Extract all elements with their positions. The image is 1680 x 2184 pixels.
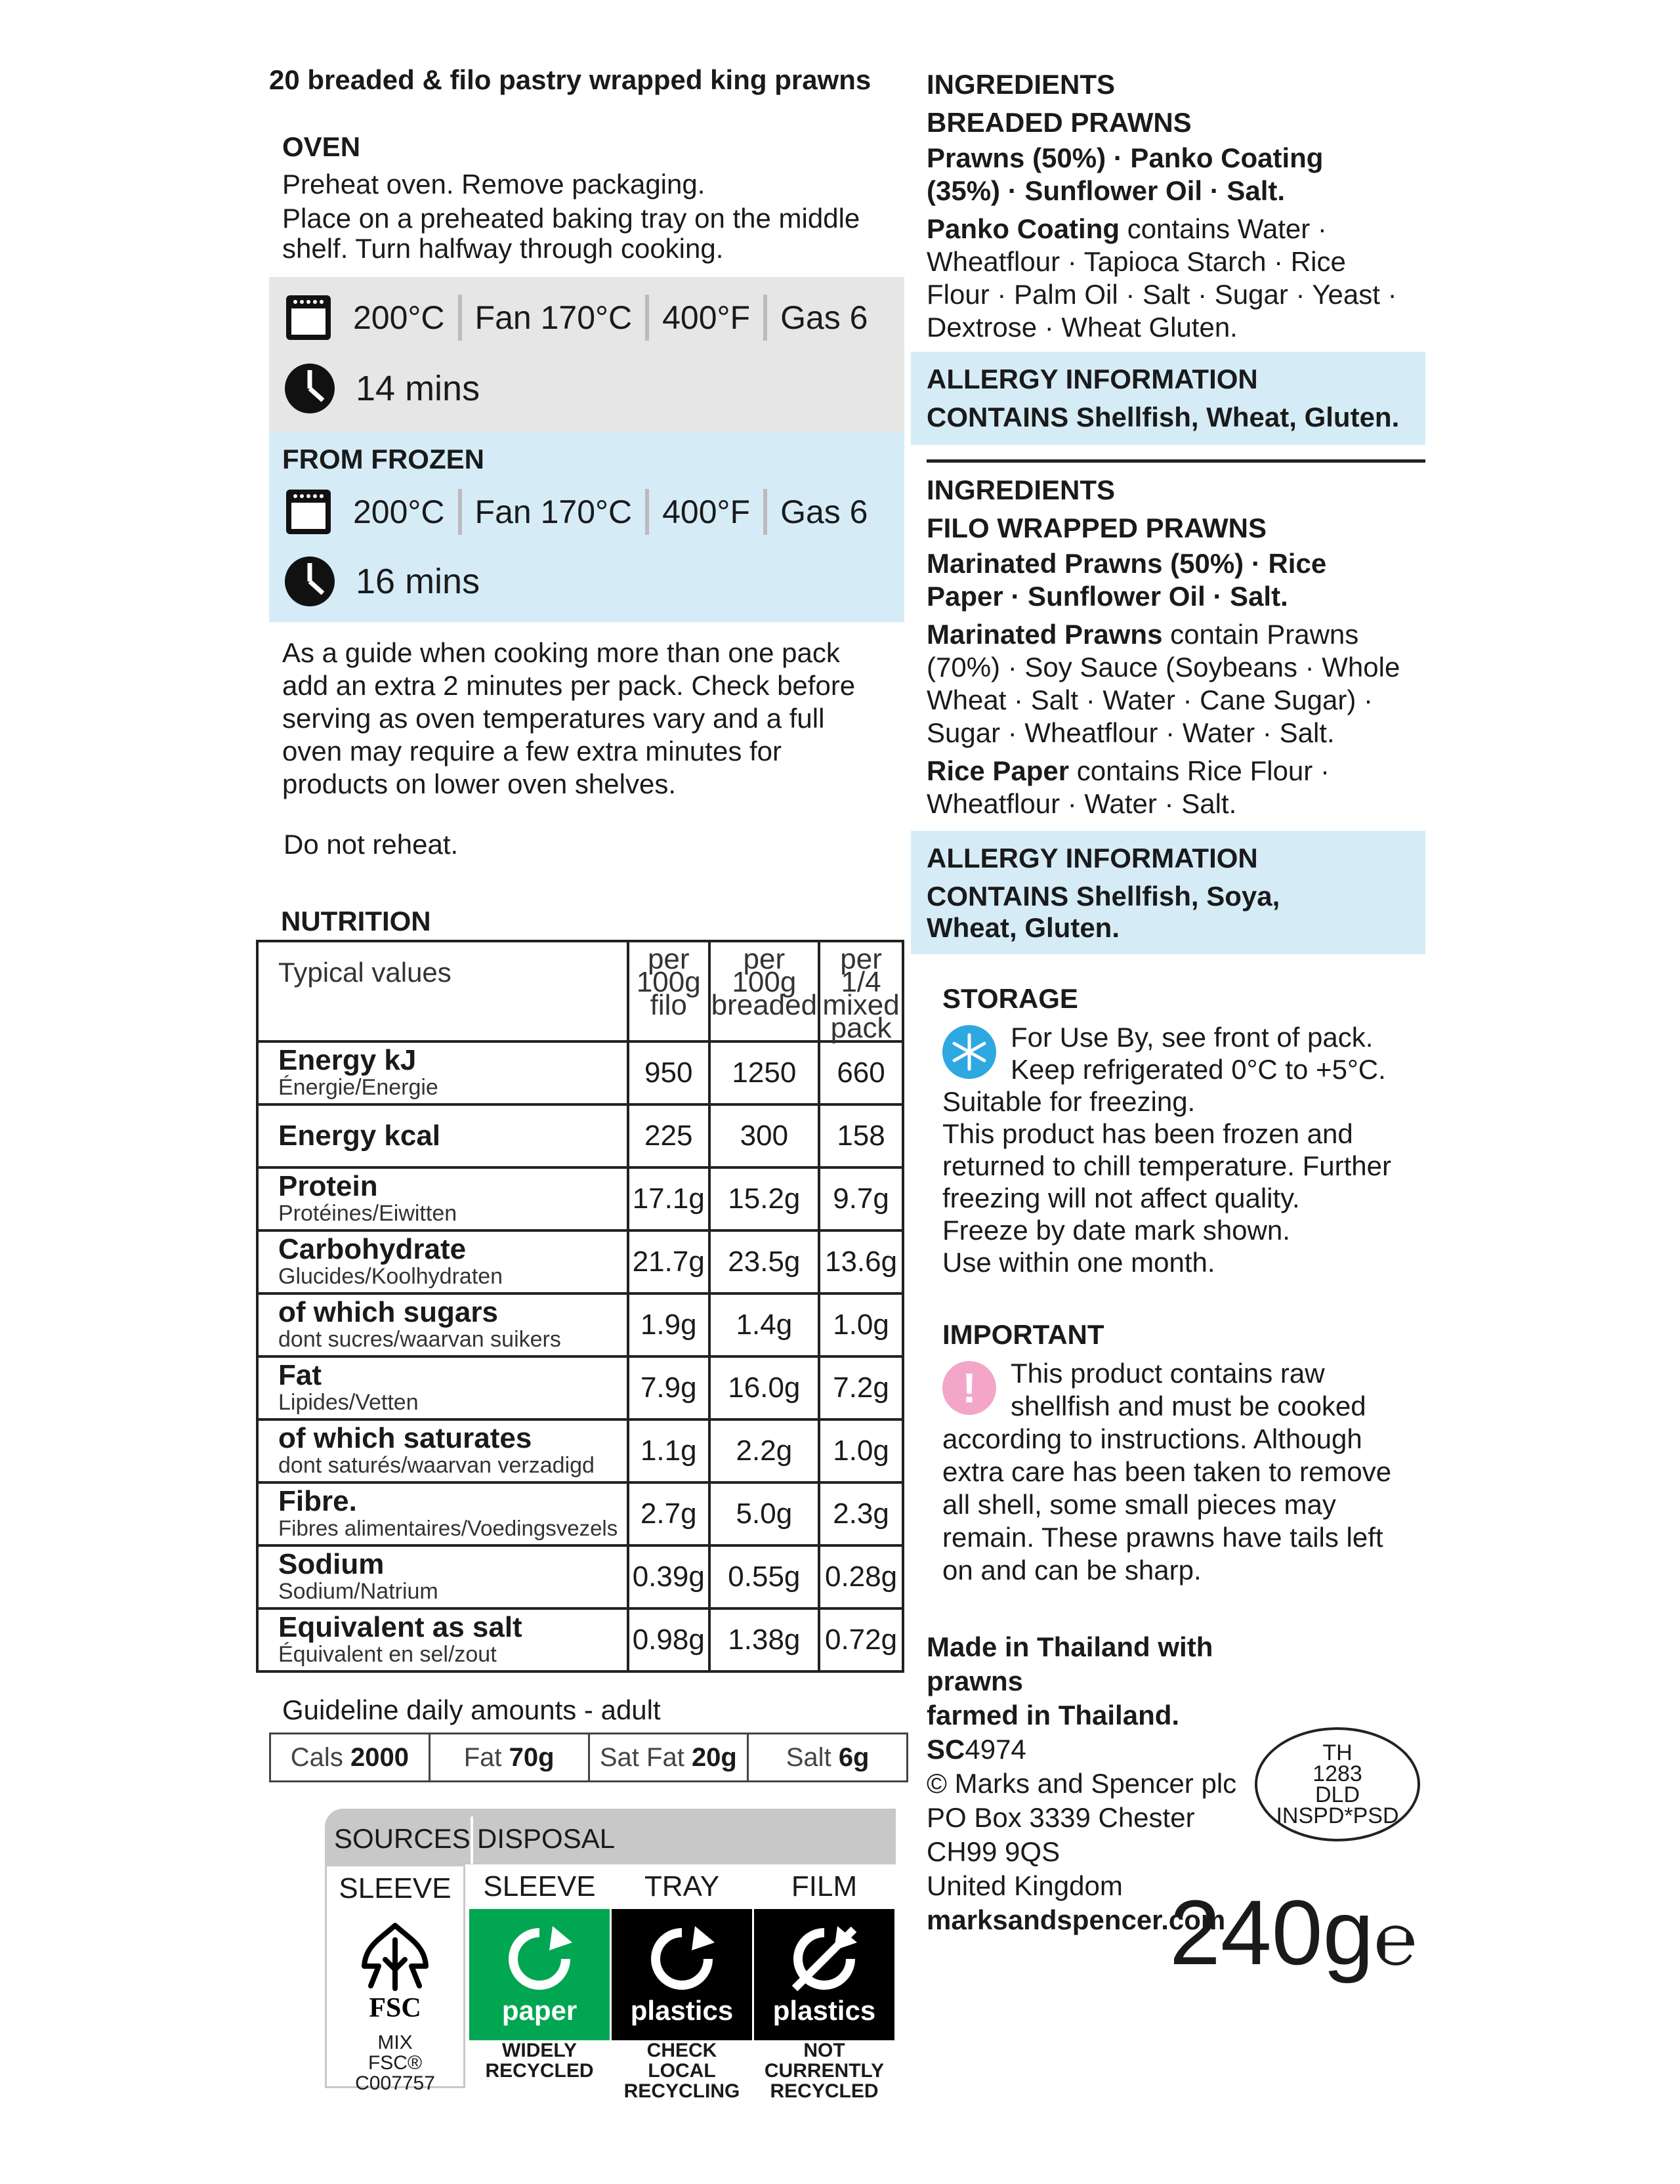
value-filo: 21.7g: [628, 1230, 709, 1293]
nutrient-translation: dont sucres/waarvan suikers: [278, 1327, 561, 1352]
fsc-note: [327, 2032, 463, 2094]
ingredients-line: Flour · Palm Oil · Salt · Sugar · Yeast ·: [927, 279, 1397, 310]
ingredients-line: [927, 213, 1425, 245]
gda-fat: [430, 1734, 590, 1780]
value-pack: 1.0g: [819, 1419, 903, 1482]
row-label: [257, 1041, 628, 1104]
ingredients-breaded: [927, 66, 1425, 344]
warning-icon: !: [942, 1361, 996, 1415]
value-filo: 950: [628, 1041, 709, 1104]
website: marksandspencer.com: [927, 1904, 1226, 1935]
ingredient-text: contain Prawns: [1162, 619, 1359, 650]
recycling-col-film: [754, 1864, 894, 2102]
oven-temp-row: [284, 291, 881, 344]
ingredients-line: (70%) · Soy Sauce (Soybeans · Whole: [927, 652, 1400, 682]
value-breaded: 300: [709, 1104, 819, 1167]
value-pack: 13.6g: [819, 1230, 903, 1293]
row-label: [257, 1293, 628, 1356]
temp-fahrenheit: 400°F: [662, 494, 751, 530]
allergy-line: Wheat, Gluten.: [927, 912, 1120, 943]
product-title: 20 breaded & filo pastry wrapped king prawns: [269, 64, 872, 95]
ingredients-subheading: FILO WRAPPED PRAWNS: [927, 513, 1267, 543]
tray-note: [612, 2040, 752, 2102]
ingredients-line: Wheat · Salt · Water · Cane Sugar) ·: [927, 684, 1373, 715]
col-line: mixed: [822, 989, 900, 1021]
allergy-box-2: [911, 831, 1425, 954]
gda-cals: [271, 1734, 430, 1780]
snowflake-icon: [942, 1025, 996, 1079]
fsc-tree-icon: [352, 1920, 438, 1992]
note-line: RECYCLING: [623, 2080, 740, 2102]
gda-label: Sat Fat: [599, 1742, 684, 1772]
nutrient-name: Fibre.: [278, 1485, 357, 1517]
typical-values-label: Typical values: [257, 941, 628, 1041]
allergy-text: CONTAINS Shellfish, Wheat, Gluten.: [927, 402, 1400, 432]
estimated-sign-icon: ℮: [1374, 1899, 1418, 1980]
value-filo: 17.1g: [628, 1167, 709, 1230]
ingredients-line: Sugar · Wheatflour · Water · Salt.: [927, 717, 1335, 748]
value-breaded: 1.4g: [709, 1293, 819, 1356]
origin-line: Made in Thailand with prawns: [927, 1631, 1213, 1696]
tray-badge: plastics: [630, 1995, 734, 2026]
nutrient-translation: Fibres alimentaires/Voedingsvezels: [278, 1516, 618, 1540]
allergy-box-1: [911, 352, 1425, 445]
table-header-row: [257, 941, 903, 1041]
oven-time: 14 mins: [356, 369, 480, 408]
temp-fan: Fan 170°C: [474, 299, 633, 336]
ingredients-heading: INGREDIENTS: [927, 474, 1116, 505]
ingredient-text: contains Water ·: [1120, 213, 1327, 244]
allergy-text: [927, 881, 1280, 944]
gda-label: Salt: [786, 1742, 831, 1772]
gda-label: Fat: [463, 1742, 502, 1772]
disposal-label: DISPOSAL: [477, 1823, 616, 1854]
temp-gas: Gas 6: [780, 299, 868, 336]
value-pack: 1.0g: [819, 1293, 903, 1356]
storage-line: freezing will not affect quality.: [942, 1183, 1300, 1213]
weight-value: 240g: [1169, 1881, 1374, 1984]
col-line: per: [743, 943, 786, 975]
storage-line: returned to chill temperature. Further: [942, 1150, 1391, 1181]
note-line: CHECK LOCAL: [646, 2040, 717, 2082]
row-label: [257, 1104, 628, 1167]
ingredients-line: Wheatflour · Water · Salt.: [927, 788, 1237, 819]
gda-value: 2000: [350, 1742, 409, 1772]
do-not-reheat: Do not reheat.: [284, 829, 459, 860]
allergy-heading: ALLERGY INFORMATION: [927, 843, 1258, 873]
note-line: WIDELY: [502, 2040, 577, 2061]
value-breaded: 1250: [709, 1041, 819, 1104]
storage-section: [942, 980, 1428, 1278]
health-mark-line: DLD: [1314, 1782, 1360, 1807]
note-line: RECYCLED: [485, 2060, 594, 2082]
ingredients-line: [927, 618, 1425, 651]
address-line: United Kingdom: [927, 1870, 1123, 1901]
gda-heading: Guideline daily amounts - adult: [282, 1694, 661, 1725]
row-label: [257, 1356, 628, 1419]
nutrient-name: Equivalent as salt: [278, 1611, 522, 1643]
copyright: © Marks and Spencer plc: [927, 1768, 1237, 1799]
allergy-heading: ALLERGY INFORMATION: [927, 364, 1258, 394]
gda-sat-fat: [590, 1734, 749, 1780]
ingredient-name: Rice Paper: [927, 755, 1070, 786]
guide-line: oven may require a few extra minutes for: [282, 736, 782, 766]
ingredients-filo: [927, 471, 1425, 820]
oven-time-row: [284, 356, 480, 421]
fsc-panel: [327, 1911, 463, 2032]
ingredient-text: contains Rice Flour ·: [1069, 755, 1330, 786]
from-frozen-panel: [269, 432, 904, 622]
value-filo: 0.98g: [628, 1608, 709, 1671]
nutrition-heading: NUTRITION: [281, 906, 431, 936]
nutrient-name: Energy kcal: [278, 1120, 441, 1152]
temp-fahrenheit: 400°F: [662, 299, 751, 336]
crossed-recycle-icon: [785, 1923, 864, 1995]
nutrient-name: Carbohydrate: [278, 1233, 467, 1265]
important-section: [942, 1316, 1428, 1587]
oven-icon: [284, 293, 333, 343]
value-filo: 0.39g: [628, 1545, 709, 1608]
value-breaded: 1.38g: [709, 1608, 819, 1671]
important-line: This product contains raw: [1011, 1358, 1325, 1389]
table-row: [257, 1608, 903, 1671]
temp-celsius: 200°C: [353, 494, 445, 530]
ingredients-line: Prawns (50%) · Panko Coating: [927, 142, 1324, 173]
important-line: remain. These prawns have tails left: [942, 1522, 1383, 1553]
gda-value: 70g: [509, 1742, 555, 1772]
important-first-lines: [942, 1357, 1428, 1423]
value-breaded: 23.5g: [709, 1230, 819, 1293]
col-label: TRAY: [612, 1864, 752, 1909]
storage-heading: STORAGE: [942, 983, 1078, 1014]
nutrient-translation: Équivalent en sel/zout: [278, 1642, 497, 1667]
ingredients-heading: INGREDIENTS: [927, 69, 1116, 100]
temp-celsius: 200°C: [353, 299, 445, 336]
value-filo: 225: [628, 1104, 709, 1167]
row-label: [257, 1545, 628, 1608]
note-line: MIX: [377, 2032, 413, 2053]
supplier-code: 4974: [965, 1734, 1026, 1765]
film-panel: [754, 1909, 894, 2040]
col-line: pack: [830, 1012, 892, 1044]
nutrient-translation: Lipides/Vetten: [278, 1390, 419, 1415]
guide-line: products on lower oven shelves.: [282, 768, 676, 799]
col-label: SLEEVE: [469, 1864, 610, 1909]
nutrient-translation: dont saturés/waarvan verzadigd: [278, 1453, 595, 1478]
important-line: on and can be sharp.: [942, 1555, 1202, 1586]
frozen-temp-row: [284, 486, 881, 538]
col-line: 100g: [732, 966, 797, 998]
gda-value: 20g: [691, 1742, 737, 1772]
value-filo: 2.7g: [628, 1482, 709, 1545]
storage-line: Keep refrigerated 0°C to +5°C.: [1011, 1054, 1386, 1085]
temp-fan: Fan 170°C: [474, 494, 633, 530]
paper-note: [469, 2040, 610, 2084]
table-row: [257, 1104, 903, 1167]
guide-line: serving as oven temperatures vary and a full: [282, 703, 825, 734]
from-frozen-heading: FROM FROZEN: [282, 444, 484, 474]
paper-badge: paper: [501, 1995, 578, 2026]
nutrient-translation: Glucides/Koolhydraten: [278, 1264, 503, 1289]
row-label: [257, 1482, 628, 1545]
important-line: extra care has been taken to remove: [942, 1456, 1392, 1487]
value-filo: 7.9g: [628, 1356, 709, 1419]
note-line: NOT CURRENTLY: [764, 2040, 885, 2082]
nutrition-table: [256, 940, 904, 1673]
value-filo: 1.1g: [628, 1419, 709, 1482]
storage-line: Use within one month.: [942, 1247, 1215, 1278]
nutrient-name: of which saturates: [278, 1422, 532, 1454]
value-breaded: 5.0g: [709, 1482, 819, 1545]
value-pack: 7.2g: [819, 1356, 903, 1419]
paper-panel: [469, 1909, 610, 2040]
note-line: RECYCLED: [770, 2080, 879, 2102]
row-label: [257, 1419, 628, 1482]
col-line: 100g: [636, 966, 701, 998]
recycle-arrow-icon: [646, 1923, 718, 1995]
value-pack: 0.72g: [819, 1608, 903, 1671]
tray-panel: [612, 1909, 752, 2040]
origin-bold: farmed in Thailand. SC: [927, 1700, 1180, 1765]
temp-gas: Gas 6: [780, 494, 868, 530]
nutrient-translation: Protéines/Eiwitten: [278, 1201, 457, 1226]
recycling-col-tray: [612, 1864, 752, 2102]
note-line: FSC® C007757: [355, 2052, 435, 2094]
table-row: [257, 1356, 903, 1419]
storage-line: This product has been frozen and: [942, 1118, 1353, 1149]
table-row: [257, 1545, 903, 1608]
table-row: [257, 1419, 903, 1482]
important-heading: IMPORTANT: [942, 1319, 1104, 1350]
recycling-col-sleeve: [469, 1864, 610, 2084]
table-row: [257, 1041, 903, 1104]
gda-label: Cals: [290, 1742, 343, 1772]
ingredients-line: Wheatflour · Tapioca Starch · Rice: [927, 246, 1346, 277]
oven-heading: OVEN: [282, 131, 361, 162]
nutrient-translation: Sodium/Natrium: [278, 1579, 438, 1604]
storage-line: For Use By, see front of pack.: [1011, 1022, 1374, 1053]
col-line: breaded: [711, 989, 818, 1021]
health-mark-line: TH: [1322, 1740, 1353, 1765]
oven-icon: [284, 487, 333, 537]
value-pack: 2.3g: [819, 1482, 903, 1545]
table-row: [257, 1482, 903, 1545]
gda-salt: [749, 1734, 906, 1780]
frozen-time: 16 mins: [356, 562, 480, 601]
sources-label: SOURCES: [334, 1823, 471, 1854]
value-pack: 660: [819, 1041, 903, 1104]
guide-line: As a guide when cooking more than one pack: [282, 637, 840, 668]
recycling-col-sleeve-source: [325, 1864, 465, 2094]
ingredients-line: Dextrose · Wheat Gluten.: [927, 312, 1238, 343]
nutrient-name: of which sugars: [278, 1296, 498, 1328]
value-breaded: 16.0g: [709, 1356, 819, 1419]
value-breaded: 2.2g: [709, 1419, 819, 1482]
health-mark: [1255, 1727, 1420, 1841]
col-label: SLEEVE: [327, 1866, 463, 1911]
ingredients-line: [927, 755, 1425, 788]
col-label: FILM: [754, 1864, 894, 1909]
fsc-badge: FSC: [369, 1992, 421, 2023]
ingredients-line: Paper · Sunflower Oil · Salt.: [927, 581, 1288, 612]
column-header-pack: [819, 941, 903, 1044]
guide-line: add an extra 2 minutes per pack. Check before: [282, 670, 856, 701]
ingredients-line: Marinated Prawns (50%) · Rice: [927, 548, 1327, 579]
health-mark-line: 1283: [1312, 1761, 1362, 1786]
ingredients-line: (35%) · Sunflower Oil · Salt.: [927, 175, 1286, 206]
col-line: filo: [650, 989, 687, 1021]
nutrient-name: Sodium: [278, 1548, 385, 1580]
film-badge: plastics: [772, 1995, 876, 2026]
cooking-guide: [282, 637, 855, 801]
nutrient-name: Energy kJ: [278, 1044, 417, 1076]
oven-instruction-line3: shelf. Turn halfway through cooking.: [282, 233, 724, 264]
address-line: PO Box 3339 Chester: [927, 1802, 1195, 1833]
important-line: all shell, some small pieces may: [942, 1489, 1336, 1520]
oven-instruction-line1: Preheat oven. Remove packaging.: [282, 169, 705, 200]
storage-line: Suitable for freezing.: [942, 1086, 1196, 1117]
oven-instruction-line2: Place on a preheated baking tray on the middle: [282, 203, 860, 234]
value-breaded: 0.55g: [709, 1545, 819, 1608]
row-label: [257, 1230, 628, 1293]
storage-first-lines: [942, 1021, 1428, 1085]
important-line: according to instructions. Although: [942, 1423, 1362, 1454]
nutrient-name: Fat: [278, 1359, 322, 1391]
health-mark-line: INSPD*PSD: [1276, 1803, 1399, 1828]
value-pack: 158: [819, 1104, 903, 1167]
important-line: shellfish and must be cooked: [1011, 1391, 1366, 1421]
ingredients-subheading: BREADED PRAWNS: [927, 107, 1192, 138]
row-label: [257, 1608, 628, 1671]
allergy-line: CONTAINS Shellfish, Soya,: [927, 881, 1280, 912]
ingredient-name: Panko Coating: [927, 213, 1120, 244]
frozen-time-row: [284, 549, 480, 614]
clock-icon: [284, 555, 336, 608]
address-line: CH99 9QS: [927, 1836, 1060, 1867]
origin-line: [927, 1698, 1268, 1767]
column-header-filo: [628, 941, 709, 1041]
nutrient-name: Protein: [278, 1170, 378, 1202]
net-weight: [1169, 1883, 1417, 1989]
gda-row: [269, 1732, 908, 1782]
gda-value: 6g: [838, 1742, 870, 1772]
table-row: [257, 1230, 903, 1293]
divider: [927, 459, 1425, 463]
storage-line: Freeze by date mark shown.: [942, 1215, 1290, 1246]
table-row: [257, 1167, 903, 1230]
value-pack: 0.28g: [819, 1545, 903, 1608]
clock-icon: [284, 362, 336, 415]
col-line: per: [647, 943, 690, 975]
value-filo: 1.9g: [628, 1293, 709, 1356]
nutrient-translation: Énergie/Energie: [278, 1075, 438, 1100]
film-note: [754, 2040, 894, 2102]
value-pack: 9.7g: [819, 1167, 903, 1230]
oven-settings-panel: [269, 277, 904, 432]
recycling-panel: [325, 1809, 896, 2102]
table-row: [257, 1293, 903, 1356]
recycle-arrow-icon: [503, 1923, 576, 1995]
column-header-breaded: [709, 941, 819, 1041]
row-label: [257, 1167, 628, 1230]
value-breaded: 15.2g: [709, 1167, 819, 1230]
col-line: per 1/4: [840, 943, 882, 998]
divider: [471, 1816, 473, 1864]
ingredient-name: Marinated Prawns: [927, 619, 1163, 650]
